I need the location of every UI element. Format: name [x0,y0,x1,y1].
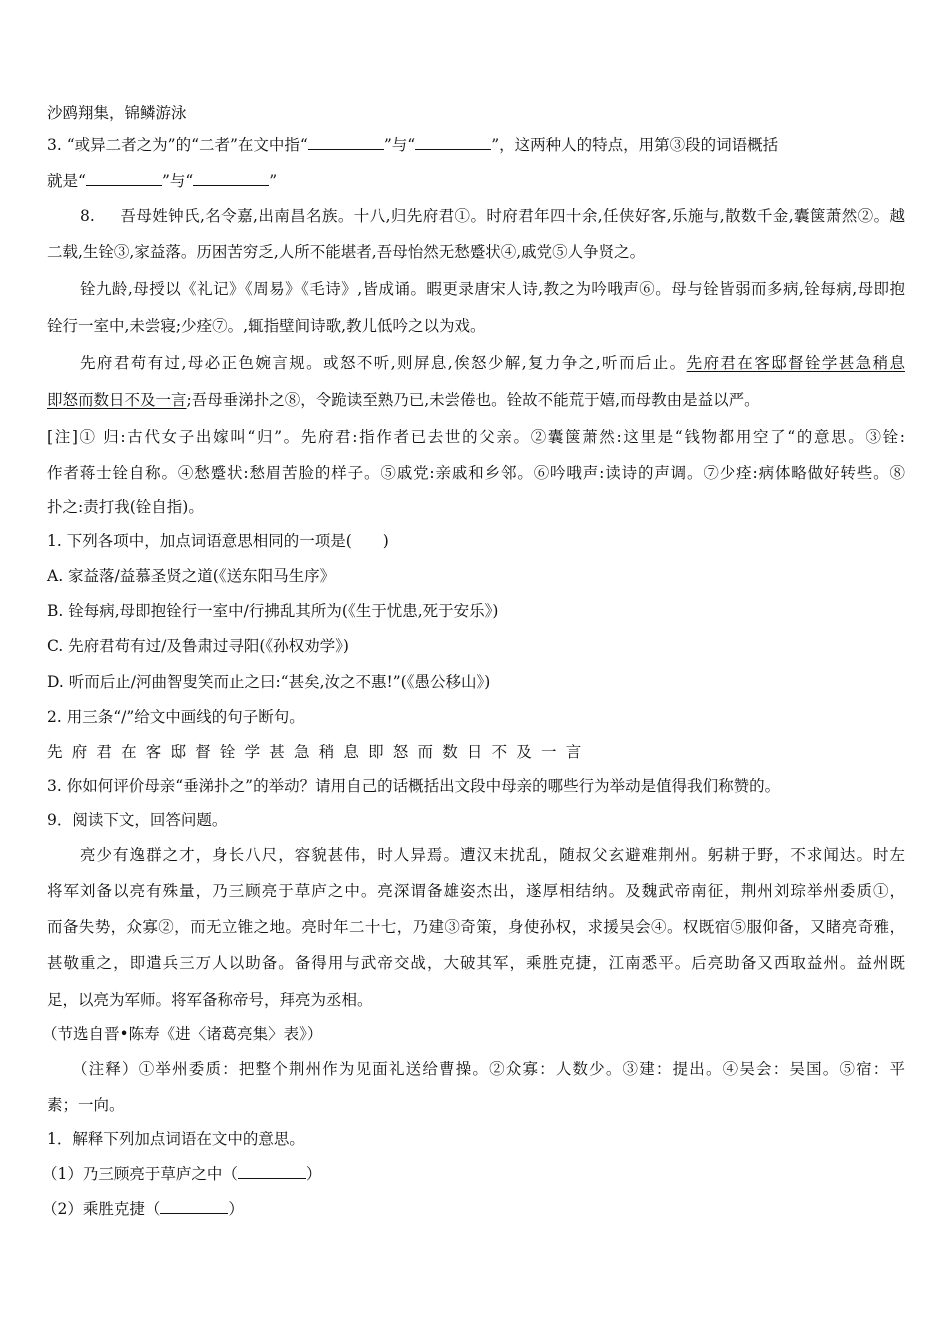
section-9-p-l1: 亮少有逸群之才，身长八尺，容貌甚伟，时人异焉。遭汉末扰乱，随叔父玄避难荆州。躬耕于野，不求闻达。时左 [80,846,905,864]
section-9-p-l4: 甚敬重之，即遣兵三万人以助备。备得用与武帝交战，大破其军，乘胜克捷，江南悉平。后亮助备又西取益州。益州既 [47,954,905,972]
underlined-sentence: 先府君在客邸督铨学甚急稍息 [686,354,905,372]
q3-text: ”与“ [383,136,416,154]
notes-l3: 扑之:责打我(铨自指)。 [47,498,204,516]
question-1: 1. 下列各项中，加点词语意思相同的一项是( ) [47,532,389,550]
option-d[interactable]: D. 听而后止/河曲智叟笑而止之曰:“甚矣,汝之不惠!”(《愚公移山》) [47,673,491,691]
option-b[interactable]: B. 铨每病,母即抱铨行一室中/行拂乱其所为(《生于忧患,死于安乐》) [47,602,499,620]
close-paren: ） [228,1200,244,1218]
section-9-notes-l2: 素；一向。 [47,1096,125,1114]
question-3-prev-cont [47,170,905,192]
option-c[interactable]: C. 先府君苟有过/及鲁肃过寻阳(《孙权劝学》) [47,637,349,655]
sub-question-text: （1）乃三顾亮于草庐之中（ [42,1165,238,1183]
section-8-p2-l2: 铨行一室中,未尝寝;少痊⑦。,辄指壁间诗歌,教儿低吟之以为戏。 [47,317,486,335]
sub-question-1 [42,1163,900,1185]
question-3-prev [47,134,905,156]
sub-question-2 [42,1198,900,1220]
section-number: 8. [80,207,95,225]
q3-text: 就是“ [47,172,86,190]
q3-text: ” [269,172,278,190]
sentence-to-punctuate: 先府君在客邸督铨学甚急稍息即怒而数日不及一言 [47,743,591,761]
previous-answer-line: 沙鸥翔集，锦鳞游泳 [47,104,187,122]
section-9-p-l5: 足，以亮为军师。将军备称帝号，拜亮为丞相。 [47,991,373,1009]
section-8-p3-l2 [47,389,905,411]
section-9-p-l2: 将军刘备以亮有殊量，乃三顾亮于草庐之中。亮深谓备雄姿杰出，遂厚相结纳。及魏武帝南征，荆州刘琮举州委质①， [47,882,905,900]
answer-blank[interactable] [238,1164,306,1179]
answer-blank[interactable] [308,135,384,150]
passage-text: ;吾母垂涕扑之⑧，令跪读至熟乃已,未尝倦也。铨故不能荒于嬉,而母教由是益以严。 [186,391,760,409]
close-paren: ） [305,1165,322,1183]
answer-blank[interactable] [193,171,269,186]
section-8-p1-l2: 二载,生铨③,家益落。历困苦穷乏,人所不能堪者,吾母怡然无愁蹙状④,戚党⑤人争贤之。 [47,243,646,261]
notes-l2: 作者蒋士铨自称。④愁蹙状:愁眉苦脸的样子。⑤戚党:亲戚和乡邻。⑥吟哦声:读诗的声调。⑦少痊:病体略做好转些。⑧ [47,464,905,482]
section-8-p2-l1: 铨九龄,母授以《礼记》《周易》《毛诗》,皆成诵。暇更录唐宋人诗,教之为吟哦声⑥。母与铨皆弱而多病,铨每病,母即抱 [80,280,905,298]
section-9-title: 9．阅读下文，回答问题。 [47,811,228,829]
underlined-sentence: 即怒而数日不及一言 [47,391,187,409]
section-8-p1-l1 [80,205,905,227]
q3-text: ”，这两种人的特点，用第③段的词语概括 [491,136,779,154]
answer-blank[interactable] [415,135,491,150]
sub-question-text: （2）乘胜克捷（ [42,1200,161,1218]
section-8-p3-l1 [80,352,905,374]
question-2: 2. 用三条“/”给文中画线的句子断句。 [47,708,305,726]
question-3: 3. 你如何评价母亲“垂涕扑之”的举动？请用自己的话概括出文段中母亲的哪些行为举动是值得我们称赞的。 [47,777,781,795]
passage-text: 吾母姓钟氏,名令嘉,出南昌名族。十八,归先府君①。时府君年四十余,任侠好客,乐施与,散数千金,囊箧萧然②。越 [120,207,905,225]
option-a[interactable]: A. 家益落/益慕圣贤之道(《送东阳马生序》 [47,567,336,585]
section-9-question-1: 1．解释下列加点词语在文中的意思。 [47,1130,305,1148]
answer-blank[interactable] [160,1199,228,1214]
source-citation: （节选自晋•陈寿《进〈诸葛亮集〉表》） [42,1025,323,1043]
q3-text: 3. “或异二者之为”的“二者”在文中指“ [47,136,308,154]
section-9-p-l3: 而备失势，众寡②，而无立锥之地。亮时年二十七，乃建③奇策，身使孙权，求援吴会④。权既宿⑤服仰备，又睹亮奇雅， [47,918,905,936]
q3-text: ”与“ [161,172,194,190]
notes-l1: [注]① 归:古代女子出嫁叫“归”。先府君:指作者已去世的父亲。②囊箧萧然:这里是“钱物都用空了“的意思。③铨: [47,428,905,446]
answer-blank[interactable] [86,171,162,186]
section-9-notes-l1: （注释）①举州委质：把整个荆州作为见面礼送给曹操。②众寡：人数少。③建：提出。④吴会：吴国。⑤宿：平 [72,1060,905,1078]
passage-text: 先府君苟有过,母必正色婉言规。或怒不听,则屏息,俟怒少解,复力争之,听而后止。 [80,354,687,372]
